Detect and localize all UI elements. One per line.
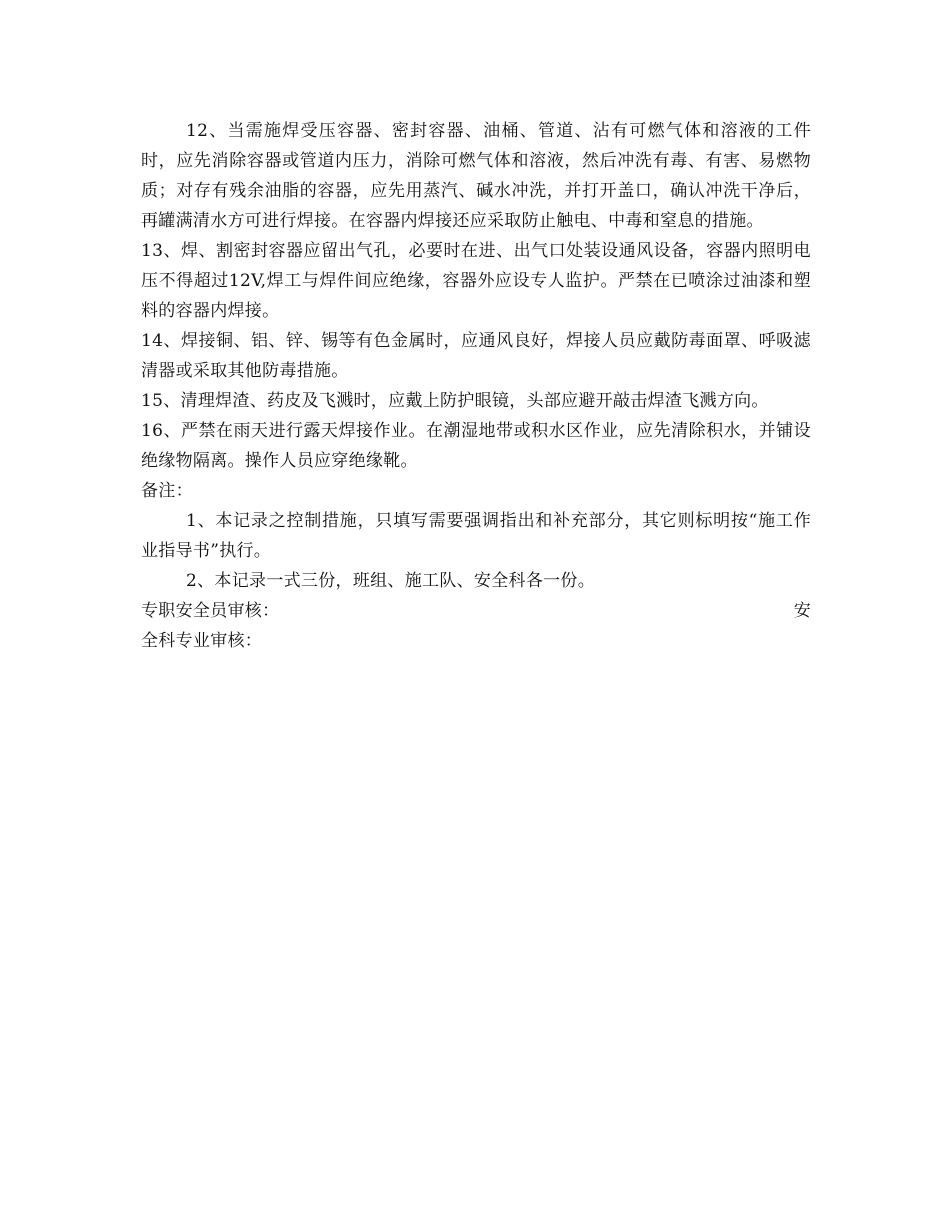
- clause-16: 16、严禁在雨天进行露天焊接作业。在潮湿地带或积水区作业，应先清除积水，并铺设绝缘物隔离。操作人员应穿绝缘靴。: [141, 421, 811, 471]
- remark-1: 1、本记录之控制措施，只填写需要强调指出和补充部分，其它则标明按“施工作业指导书”执行。: [141, 511, 811, 561]
- remark-2: 2、本记录一式三份，班组、施工队、安全科各一份。: [186, 571, 596, 591]
- signature-row: [141, 596, 811, 626]
- safety-officer-review-label: 专职安全员审核：: [141, 601, 280, 621]
- safety-dept-review-label-start: 安: [793, 601, 811, 621]
- clause-13: 13、焊、割密封容器应留出气孔，必要时在进、出气口处装设通风设备，容器内照明电压不得超过12V,焊工与焊件间应绝缘，容器外应设专人监护。严禁在已喷涂过油漆和塑料的容器内焊接。: [141, 241, 811, 321]
- clause-15: 15、清理焊渣、药皮及飞溅时，应戴上防护眼镜，头部应避开敲击焊渣飞溅方向。: [141, 391, 769, 411]
- document-body: [141, 116, 811, 656]
- remarks-heading: 备注：: [141, 481, 193, 501]
- clause-12: 12、当需施焊受压容器、密封容器、油桶、管道、沾有可燃气体和溶液的工件时，应先消除容器或管道内压力，消除可燃气体和溶液，然后冲洗有毒、有害、易燃物质；对存有残余油脂的容器，应先用蒸汽、碱水冲洗，并打开盖口，确认冲洗干净后，再罐满清水方可进行焊接。在容器内焊接还应采取防止触电、中毒和窒息的措施。: [141, 121, 811, 231]
- clause-14: 14、焊接铜、铝、锌、锡等有色金属时，应通风良好，焊接人员应戴防毒面罩、呼吸滤清器或采取其他防毒措施。: [141, 331, 811, 381]
- safety-dept-review-label: 全科专业审核：: [141, 631, 263, 651]
